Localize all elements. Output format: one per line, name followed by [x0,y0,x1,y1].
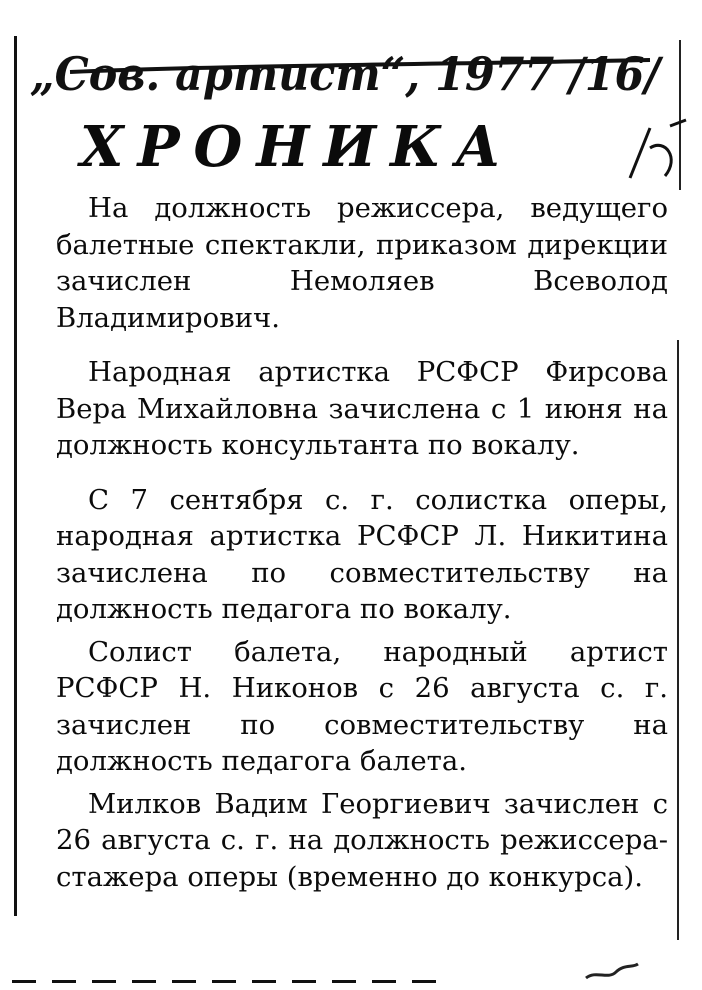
paragraph-text: На должность режиссера, ведущего балетные спектакли, приказом дирекции зачислен Немоляев Всеволод Владимирович. [56,192,668,334]
ink-scribble-icon [582,958,642,984]
paragraph [56,634,668,780]
article-body [56,190,668,913]
paragraph [56,354,668,464]
paragraph-text: Милков Вадим Георгиевич зачислен с 26 августа с. г. на должность режиссера-стажера оперы (временно до конкурса). [56,787,668,893]
bottom-dashed-line [12,980,442,983]
paragraph-text: Народная артистка РСФСР Фирсова Вера Михайловна зачислена с 1 июня на должность консультанта по вокалу. [56,356,668,461]
paragraph [56,190,668,336]
paragraph [56,482,668,628]
left-border-line [14,36,17,916]
handwritten-source-note [30,38,670,108]
paragraph [56,786,668,896]
handwritten-source-text: „Сов. артист“, 1977 /16/ [30,47,664,101]
handwritten-mark-icon [620,118,690,188]
page-title: ХРОНИКА [80,114,515,180]
paragraph-text: Солист балета, народный артист РСФСР Н. Никонов с 26 августа с. г. зачислен по совместительству на должность педагога балета. [56,635,668,777]
paragraph-text: С 7 сентября с. г. солистка оперы, народная артистка РСФСР Л. Никитина зачислена по совместительству на должность педагога по вокалу. [56,483,668,625]
right-border-line [677,340,679,940]
